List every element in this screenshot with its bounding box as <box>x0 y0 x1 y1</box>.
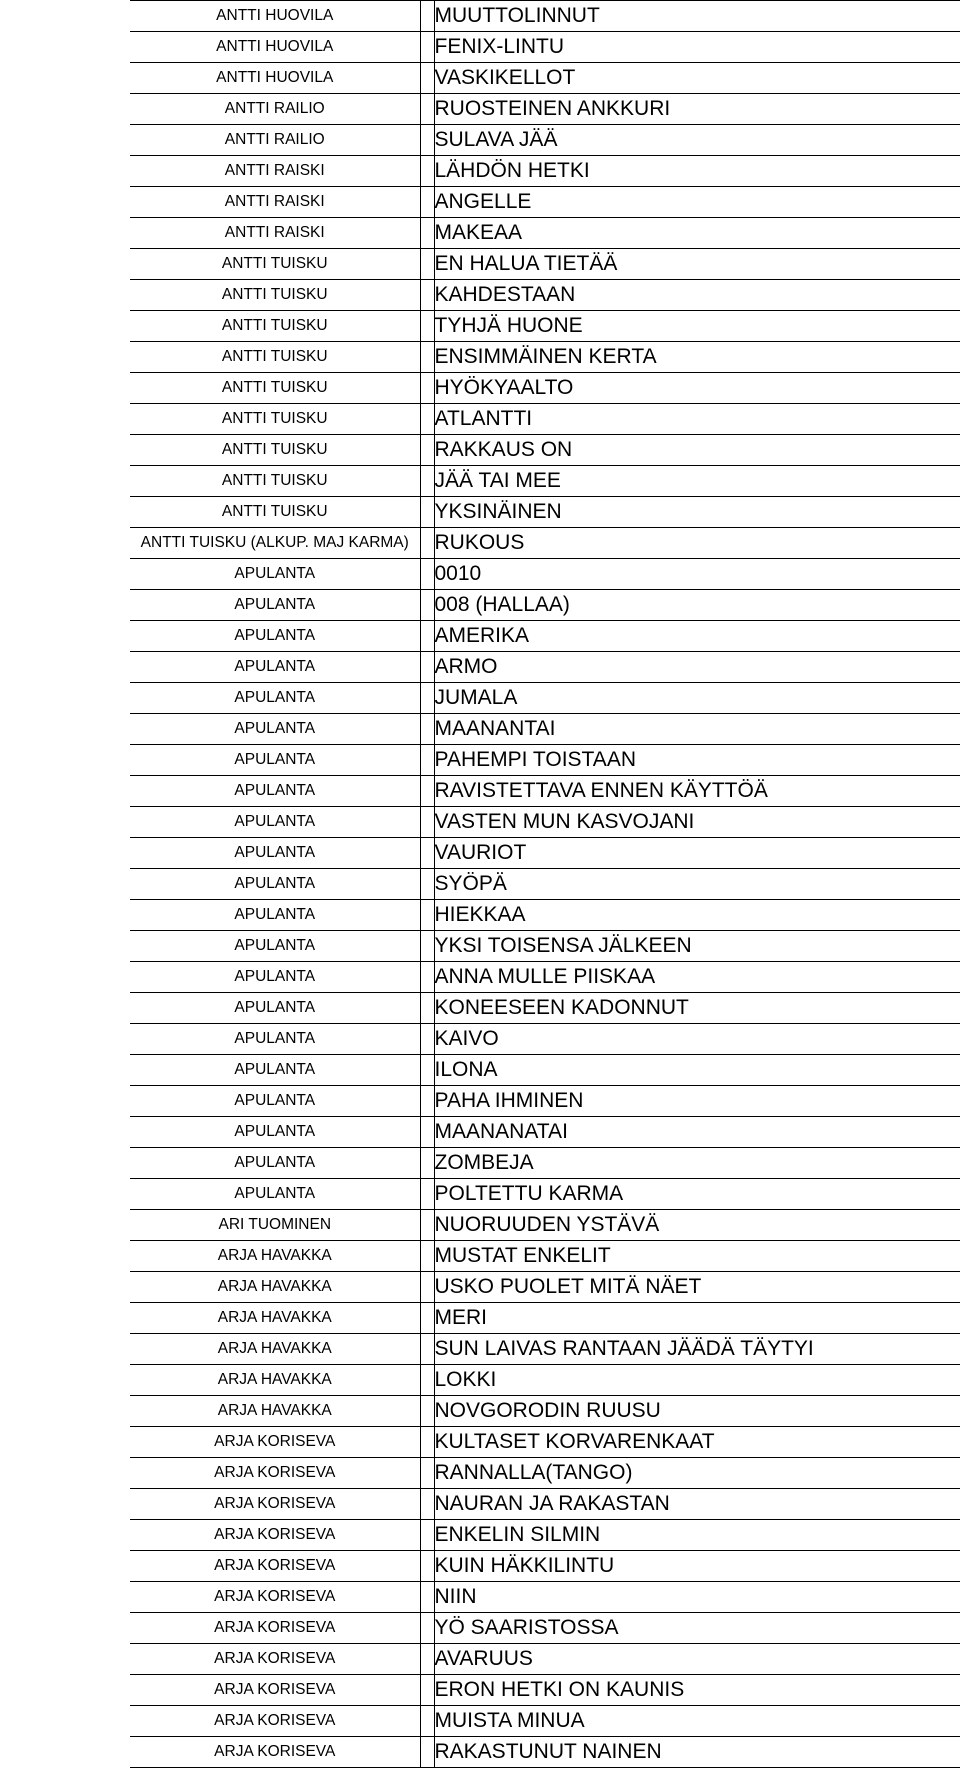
spacer-cell <box>420 590 434 621</box>
spacer-cell <box>420 900 434 931</box>
table-row <box>130 32 960 63</box>
song-title-cell: ZOMBEJA <box>434 1148 960 1179</box>
spacer-cell <box>420 1489 434 1520</box>
artist-cell: ANTTI TUISKU <box>130 373 420 404</box>
artist-cell: ANTTI RAILIO <box>130 125 420 156</box>
table-row <box>130 187 960 218</box>
table-row <box>130 838 960 869</box>
table-row <box>130 714 960 745</box>
song-title-cell: NUORUUDEN YSTÄVÄ <box>434 1210 960 1241</box>
table-row <box>130 1520 960 1551</box>
table-row <box>130 1 960 32</box>
song-title-cell: SUN LAIVAS RANTAAN JÄÄDÄ TÄYTYI <box>434 1334 960 1365</box>
song-title-cell: KONEESEEN KADONNUT <box>434 993 960 1024</box>
artist-cell: APULANTA <box>130 900 420 931</box>
song-title-cell: 0010 <box>434 559 960 590</box>
song-title-cell: HYÖKYAALTO <box>434 373 960 404</box>
spacer-cell <box>420 1210 434 1241</box>
artist-cell: ARJA KORISEVA <box>130 1675 420 1706</box>
table-row <box>130 1427 960 1458</box>
table-row <box>130 807 960 838</box>
table-row <box>130 1086 960 1117</box>
table-row <box>130 404 960 435</box>
song-title-cell: ARMO <box>434 652 960 683</box>
song-title-cell: KAHDESTAAN <box>434 280 960 311</box>
artist-cell: APULANTA <box>130 683 420 714</box>
table-row <box>130 1272 960 1303</box>
song-title-cell: PAHA IHMINEN <box>434 1086 960 1117</box>
song-title-cell: ATLANTTI <box>434 404 960 435</box>
song-title-cell: EN HALUA TIETÄÄ <box>434 249 960 280</box>
artist-cell: ARJA KORISEVA <box>130 1520 420 1551</box>
artist-cell: ANTTI TUISKU <box>130 466 420 497</box>
artist-cell: APULANTA <box>130 931 420 962</box>
artist-cell: ARJA KORISEVA <box>130 1458 420 1489</box>
song-title-cell: RAKASTUNUT NAINEN <box>434 1737 960 1768</box>
artist-cell: ARJA KORISEVA <box>130 1582 420 1613</box>
spacer-cell <box>420 528 434 559</box>
spacer-cell <box>420 1706 434 1737</box>
artist-cell: ANTTI TUISKU <box>130 497 420 528</box>
song-title-cell: NIIN <box>434 1582 960 1613</box>
spacer-cell <box>420 1613 434 1644</box>
table-row <box>130 1210 960 1241</box>
spacer-cell <box>420 94 434 125</box>
spacer-cell <box>420 1365 434 1396</box>
table-row <box>130 1179 960 1210</box>
spacer-cell <box>420 342 434 373</box>
spacer-cell <box>420 1458 434 1489</box>
song-title-cell: KUIN HÄKKILINTU <box>434 1551 960 1582</box>
artist-cell: ANTTI TUISKU <box>130 280 420 311</box>
artist-cell: APULANTA <box>130 776 420 807</box>
table-row <box>130 745 960 776</box>
table-row <box>130 1582 960 1613</box>
song-title-cell: 008 (HALLAA) <box>434 590 960 621</box>
song-title-cell: ANGELLE <box>434 187 960 218</box>
table-row <box>130 683 960 714</box>
artist-cell: ARI TUOMINEN <box>130 1210 420 1241</box>
table-row <box>130 1613 960 1644</box>
spacer-cell <box>420 1272 434 1303</box>
spacer-cell <box>420 1241 434 1272</box>
song-title-cell: VAURIOT <box>434 838 960 869</box>
artist-cell: ARJA HAVAKKA <box>130 1396 420 1427</box>
table-row <box>130 280 960 311</box>
table-row <box>130 94 960 125</box>
spacer-cell <box>420 745 434 776</box>
artist-cell: ANTTI TUISKU <box>130 435 420 466</box>
artist-cell: ARJA HAVAKKA <box>130 1272 420 1303</box>
song-title-cell: JUMALA <box>434 683 960 714</box>
artist-cell: ANTTI TUISKU <box>130 311 420 342</box>
artist-cell: APULANTA <box>130 962 420 993</box>
song-title-cell: ENSIMMÄINEN KERTA <box>434 342 960 373</box>
table-row <box>130 528 960 559</box>
spacer-cell <box>420 63 434 94</box>
spacer-cell <box>420 1148 434 1179</box>
song-title-cell: MAKEAA <box>434 218 960 249</box>
table-row <box>130 435 960 466</box>
song-title-cell: MERI <box>434 1303 960 1334</box>
artist-cell: ANTTI TUISKU <box>130 342 420 373</box>
table-row <box>130 1675 960 1706</box>
spacer-cell <box>420 1117 434 1148</box>
table-row <box>130 1365 960 1396</box>
artist-cell: ANTTI RAISKI <box>130 187 420 218</box>
spacer-cell <box>420 1520 434 1551</box>
table-row <box>130 931 960 962</box>
artist-cell: APULANTA <box>130 652 420 683</box>
table-row <box>130 1551 960 1582</box>
song-title-cell: RAKKAUS ON <box>434 435 960 466</box>
table-row <box>130 373 960 404</box>
table-row <box>130 1489 960 1520</box>
song-title-cell: MUISTA MINUA <box>434 1706 960 1737</box>
table-row <box>130 1737 960 1768</box>
spacer-cell <box>420 1055 434 1086</box>
table-row <box>130 125 960 156</box>
table-row <box>130 652 960 683</box>
spacer-cell <box>420 156 434 187</box>
spacer-cell <box>420 32 434 63</box>
spacer-cell <box>420 249 434 280</box>
artist-cell: ARJA HAVAKKA <box>130 1241 420 1272</box>
artist-cell: APULANTA <box>130 1148 420 1179</box>
spacer-cell <box>420 1 434 32</box>
spacer-cell <box>420 1086 434 1117</box>
song-title-cell: ERON HETKI ON KAUNIS <box>434 1675 960 1706</box>
table-row <box>130 63 960 94</box>
table-row <box>130 962 960 993</box>
spacer-cell <box>420 280 434 311</box>
table-row <box>130 1706 960 1737</box>
artist-cell: ANTTI RAISKI <box>130 218 420 249</box>
spacer-cell <box>420 218 434 249</box>
song-title-cell: NOVGORODIN RUUSU <box>434 1396 960 1427</box>
song-title-cell: YÖ SAARISTOSSA <box>434 1613 960 1644</box>
spacer-cell <box>420 125 434 156</box>
table-row <box>130 156 960 187</box>
table-row <box>130 1644 960 1675</box>
song-title-cell: MAANANTAI <box>434 714 960 745</box>
spacer-cell <box>420 652 434 683</box>
artist-cell: APULANTA <box>130 807 420 838</box>
table-row <box>130 590 960 621</box>
artist-cell: ARJA KORISEVA <box>130 1489 420 1520</box>
spacer-cell <box>420 1644 434 1675</box>
song-title-cell: HIEKKAA <box>434 900 960 931</box>
spacer-cell <box>420 869 434 900</box>
artist-cell: ARJA HAVAKKA <box>130 1303 420 1334</box>
artist-cell: ARJA KORISEVA <box>130 1706 420 1737</box>
song-title-cell: ENKELIN SILMIN <box>434 1520 960 1551</box>
spacer-cell <box>420 683 434 714</box>
artist-cell: ANTTI TUISKU (ALKUP. MAJ KARMA) <box>130 528 420 559</box>
song-title-cell: ILONA <box>434 1055 960 1086</box>
table-row <box>130 1024 960 1055</box>
spacer-cell <box>420 1334 434 1365</box>
artist-cell: APULANTA <box>130 838 420 869</box>
artist-cell: APULANTA <box>130 559 420 590</box>
spacer-cell <box>420 1179 434 1210</box>
spacer-cell <box>420 559 434 590</box>
song-title-cell: MUUTTOLINNUT <box>434 1 960 32</box>
artist-cell: ARJA HAVAKKA <box>130 1365 420 1396</box>
song-title-cell: LÄHDÖN HETKI <box>434 156 960 187</box>
song-title-cell: VASKIKELLOT <box>434 63 960 94</box>
artist-cell: APULANTA <box>130 869 420 900</box>
spacer-cell <box>420 311 434 342</box>
table-row <box>130 1396 960 1427</box>
spacer-cell <box>420 714 434 745</box>
artist-cell: ANTTI HUOVILA <box>130 63 420 94</box>
artist-cell: ANTTI HUOVILA <box>130 32 420 63</box>
song-title-cell: MAANANATAI <box>434 1117 960 1148</box>
artist-cell: APULANTA <box>130 745 420 776</box>
song-title-cell: NAURAN JA RAKASTAN <box>434 1489 960 1520</box>
spacer-cell <box>420 931 434 962</box>
spacer-cell <box>420 962 434 993</box>
artist-cell: ANTTI RAISKI <box>130 156 420 187</box>
song-title-cell: YKSI TOISENSA JÄLKEEN <box>434 931 960 962</box>
spacer-cell <box>420 1024 434 1055</box>
spacer-cell <box>420 838 434 869</box>
table-row <box>130 466 960 497</box>
spacer-cell <box>420 187 434 218</box>
artist-cell: APULANTA <box>130 993 420 1024</box>
spacer-cell <box>420 435 434 466</box>
artist-cell: ANTTI RAILIO <box>130 94 420 125</box>
table-row <box>130 1458 960 1489</box>
table-row <box>130 1055 960 1086</box>
spacer-cell <box>420 621 434 652</box>
artist-cell: ANTTI TUISKU <box>130 404 420 435</box>
spacer-cell <box>420 466 434 497</box>
artist-cell: ARJA KORISEVA <box>130 1644 420 1675</box>
table-row <box>130 249 960 280</box>
song-title-cell: KULTASET KORVARENKAAT <box>434 1427 960 1458</box>
table-row <box>130 311 960 342</box>
spacer-cell <box>420 404 434 435</box>
artist-cell: APULANTA <box>130 1055 420 1086</box>
artist-cell: ANTTI TUISKU <box>130 249 420 280</box>
song-title-cell: LOKKI <box>434 1365 960 1396</box>
table-row <box>130 869 960 900</box>
spacer-cell <box>420 1551 434 1582</box>
song-title-cell: USKO PUOLET MITÄ NÄET <box>434 1272 960 1303</box>
artist-cell: ARJA KORISEVA <box>130 1613 420 1644</box>
artist-cell: APULANTA <box>130 590 420 621</box>
spacer-cell <box>420 807 434 838</box>
table-row <box>130 1303 960 1334</box>
table-row <box>130 1334 960 1365</box>
song-title-cell: RAVISTETTAVA ENNEN KÄYTTÖÄ <box>434 776 960 807</box>
artist-cell: APULANTA <box>130 1086 420 1117</box>
artist-cell: APULANTA <box>130 1024 420 1055</box>
spacer-cell <box>420 1737 434 1768</box>
table-row <box>130 900 960 931</box>
spacer-cell <box>420 497 434 528</box>
table-row <box>130 621 960 652</box>
song-title-cell: RUKOUS <box>434 528 960 559</box>
table-row <box>130 218 960 249</box>
table-row <box>130 1148 960 1179</box>
song-title-cell: KAIVO <box>434 1024 960 1055</box>
artist-cell: ARJA KORISEVA <box>130 1737 420 1768</box>
table-row <box>130 776 960 807</box>
song-title-cell: RUOSTEINEN ANKKURI <box>434 94 960 125</box>
spacer-cell <box>420 1427 434 1458</box>
spacer-cell <box>420 373 434 404</box>
song-list-body <box>130 1 960 1768</box>
artist-cell: APULANTA <box>130 621 420 652</box>
artist-cell: ANTTI HUOVILA <box>130 1 420 32</box>
song-title-cell: FENIX-LINTU <box>434 32 960 63</box>
song-title-cell: POLTETTU KARMA <box>434 1179 960 1210</box>
song-title-cell: SYÖPÄ <box>434 869 960 900</box>
song-title-cell: TYHJÄ HUONE <box>434 311 960 342</box>
table-row <box>130 559 960 590</box>
song-title-cell: PAHEMPI TOISTAAN <box>434 745 960 776</box>
table-row <box>130 342 960 373</box>
song-title-cell: AVARUUS <box>434 1644 960 1675</box>
spacer-cell <box>420 993 434 1024</box>
artist-cell: APULANTA <box>130 714 420 745</box>
spacer-cell <box>420 1582 434 1613</box>
table-row <box>130 497 960 528</box>
artist-cell: ARJA KORISEVA <box>130 1427 420 1458</box>
song-title-cell: RANNALLA(TANGO) <box>434 1458 960 1489</box>
song-title-cell: AMERIKA <box>434 621 960 652</box>
song-title-cell: VASTEN MUN KASVOJANI <box>434 807 960 838</box>
artist-cell: APULANTA <box>130 1117 420 1148</box>
song-title-cell: SULAVA JÄÄ <box>434 125 960 156</box>
spacer-cell <box>420 1396 434 1427</box>
spacer-cell <box>420 1303 434 1334</box>
song-title-cell: MUSTAT ENKELIT <box>434 1241 960 1272</box>
artist-cell: ARJA HAVAKKA <box>130 1334 420 1365</box>
artist-cell: ARJA KORISEVA <box>130 1551 420 1582</box>
song-title-cell: YKSINÄINEN <box>434 497 960 528</box>
song-title-cell: JÄÄ TAI MEE <box>434 466 960 497</box>
spacer-cell <box>420 776 434 807</box>
table-row <box>130 1117 960 1148</box>
song-title-cell: ANNA MULLE PIISKAA <box>434 962 960 993</box>
table-row <box>130 1241 960 1272</box>
song-list-table <box>130 0 960 1768</box>
spacer-cell <box>420 1675 434 1706</box>
table-row <box>130 993 960 1024</box>
artist-cell: APULANTA <box>130 1179 420 1210</box>
